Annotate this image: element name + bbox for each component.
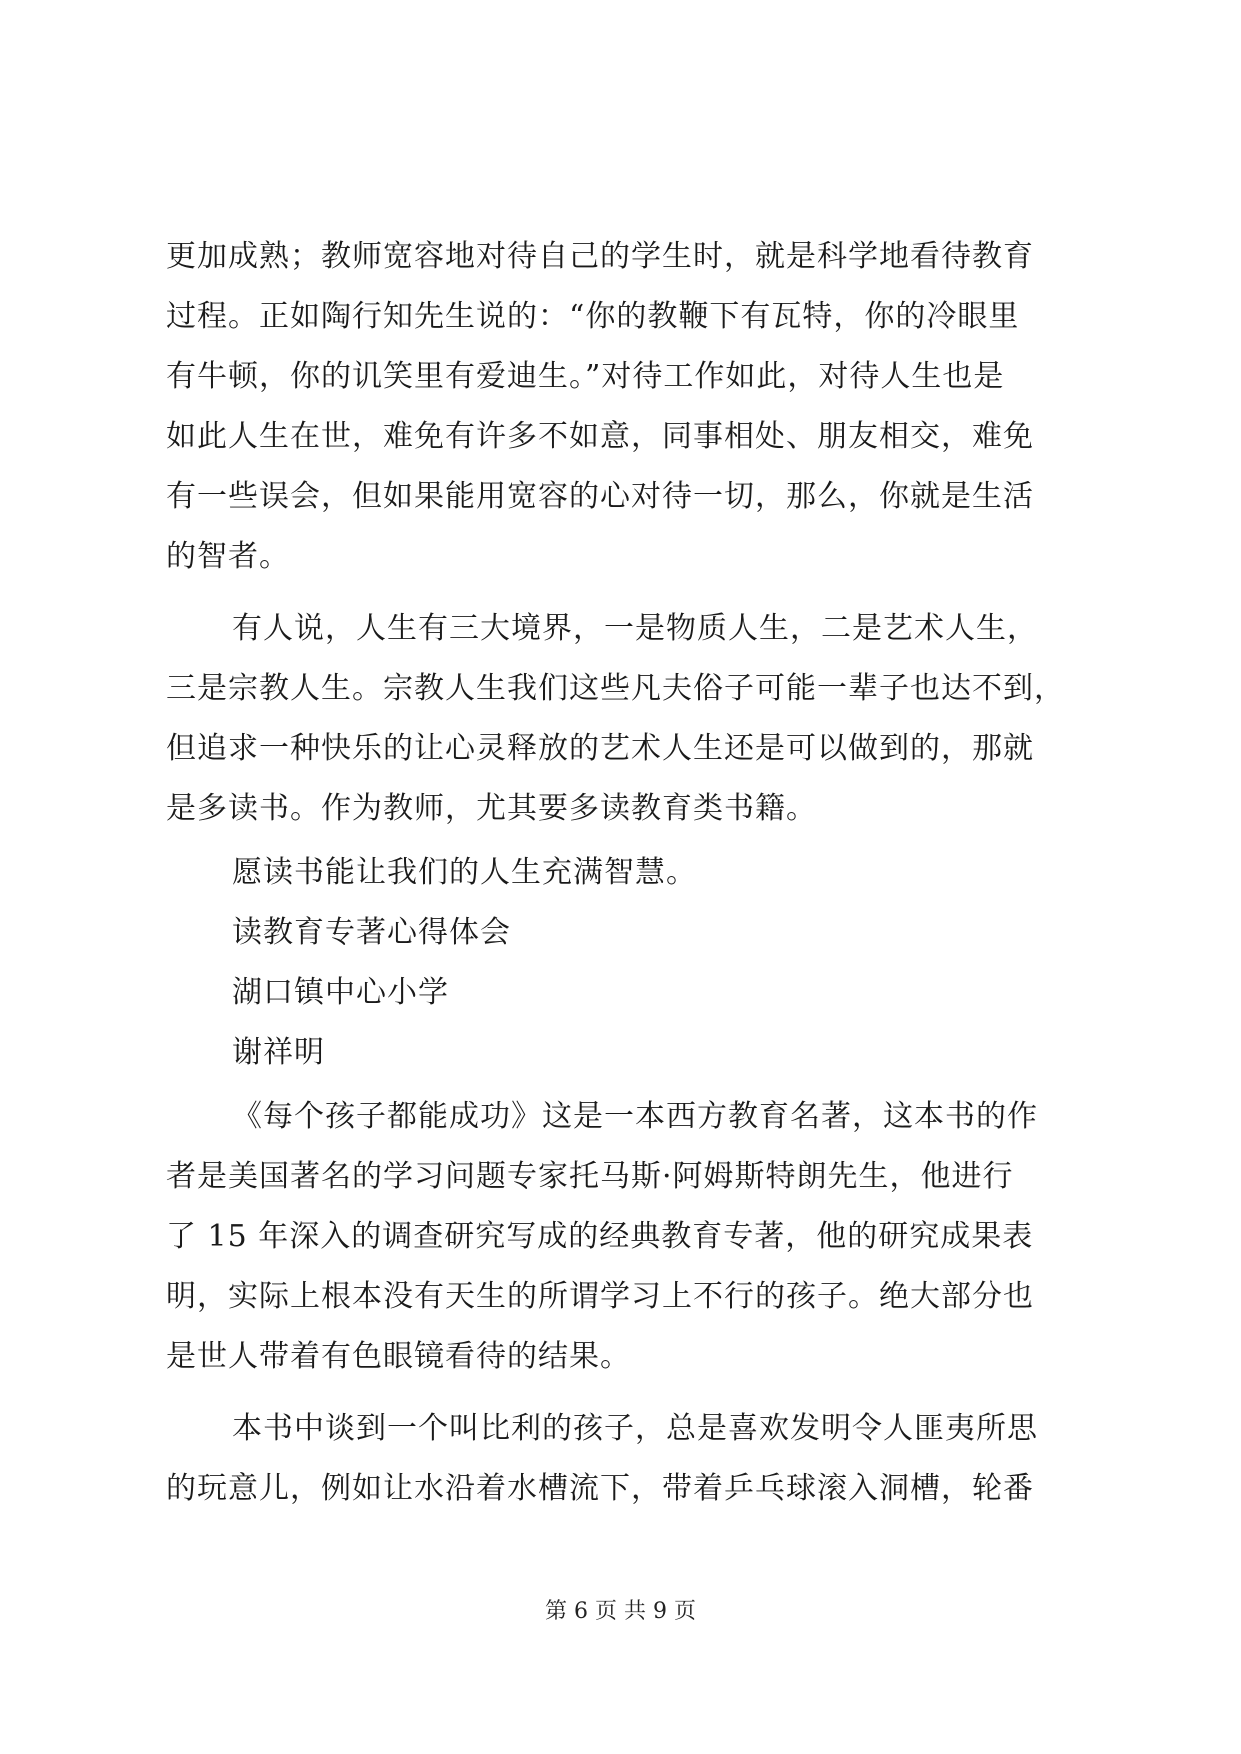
text-line: 了 15 年深入的调查研究写成的经典教育专著，他的研究成果表: [166, 1219, 1034, 1254]
text-line: 如此人生在世，难免有许多不如意，同事相处、朋友相交，难免: [166, 419, 1034, 454]
text-line: 更加成熟；教师宽容地对待自己的学生时，就是科学地看待教育: [166, 239, 1034, 274]
paragraph-first-line: 《每个孩子都能成功》这是一本西方教育名著，这本书的作: [232, 1099, 1038, 1134]
author-school: 湖口镇中心小学: [232, 975, 449, 1010]
text-line: 是多读书。作为教师，尤其要多读教育类书籍。: [166, 791, 817, 826]
text-line: 有一些误会，但如果能用宽容的心对待一切，那么，你就是生活: [166, 479, 1034, 514]
document-body: [166, 227, 1076, 1519]
author-name: 谢祥明: [232, 1035, 325, 1070]
text-line: 有牛顿，你的讥笑里有爱迪生。”对待工作如此，对待人生也是: [166, 359, 1005, 394]
text-line: 是世人带着有色眼镜看待的结果。: [166, 1339, 631, 1374]
text-line: 三是宗教人生。宗教人生我们这些凡夫俗子可能一辈子也达不到，: [166, 671, 1065, 706]
text-line: 的玩意儿，例如让水沿着水槽流下，带着乒乓球滚入洞槽，轮番: [166, 1471, 1034, 1506]
text-line: 过程。正如陶行知先生说的：“你的教鞭下有瓦特，你的冷眼里: [166, 299, 1020, 334]
text-line: 明，实际上根本没有天生的所谓学习上不行的孩子。绝大部分也: [166, 1279, 1034, 1314]
page-number: 第 6 页 共 9 页: [545, 1599, 696, 1624]
text-line: 的智者。: [166, 539, 290, 574]
article-title: 读教育专著心得体会: [232, 915, 511, 950]
paragraph-first-line: 本书中谈到一个叫比利的孩子，总是喜欢发明令人匪夷所思: [232, 1411, 1038, 1446]
text-line: 但追求一种快乐的让心灵释放的艺术人生还是可以做到的，那就: [166, 731, 1034, 766]
paragraph-first-line: 有人说，人生有三大境界，一是物质人生，二是艺术人生，: [232, 611, 1038, 646]
paragraph-first-line: 愿读书能让我们的人生充满智慧。: [232, 855, 697, 890]
page-footer: [0, 1597, 1241, 1627]
text-line: 者是美国著名的学习问题专家托马斯·阿姆斯特朗先生，他进行: [166, 1159, 1014, 1194]
